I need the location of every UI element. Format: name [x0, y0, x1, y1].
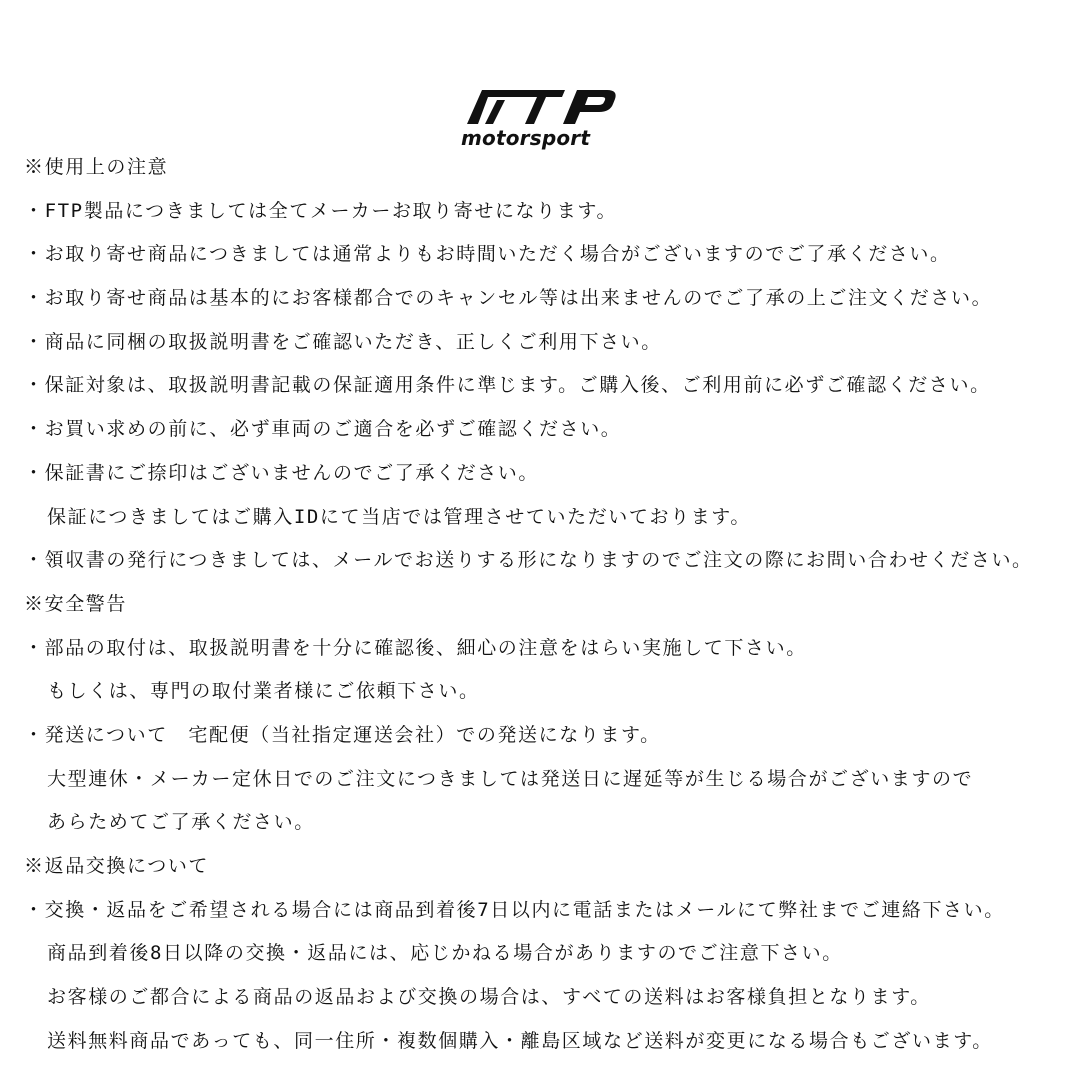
section-heading: ※使用上の注意	[24, 156, 169, 178]
notice-line: ・FTP製品につきましては全てメーカーお取り寄せになります。	[24, 199, 618, 222]
notice-line: ・領収書の発行につきましては、メールでお送りする形になりますのでご注文の際にお問い合わせください。	[24, 549, 1033, 572]
notice-continuation-line: 大型連休・メーカー定休日でのご注文につきましては発送日に遅延等が生じる場合がございますので	[47, 767, 974, 790]
notice-line: ・お取り寄せ商品につきましては通常よりもお時間いただく場合がございますのでご了承ください。	[24, 243, 951, 266]
ftp-motorsport-logo	[455, 86, 625, 152]
section-heading: ※返品交換について	[24, 855, 210, 877]
notice-continuation-line: 商品到着後8日以降の交換・返品には、応じかねる場合がありますのでご注意下さい。	[47, 942, 843, 965]
notice-line: ・発送について 宅配便（当社指定運送会社）での発送になります。	[24, 723, 661, 746]
notice-continuation-line: 送料無料商品であっても、同一住所・複数個購入・離島区域など送料が変更になる場合もございます。	[47, 1029, 993, 1052]
notice-continuation-line: あらためてご了承ください。	[47, 811, 315, 834]
notice-line: ・保証書にご捺印はございませんのでご了承ください。	[24, 461, 540, 484]
notice-line: ・保証対象は、取扱説明書記載の保証適用条件に準じます。ご購入後、ご利用前に必ずご確認ください。	[24, 374, 991, 397]
notice-line: ・商品に同梱の取扱説明書をご確認いただき、正しくご利用下さい。	[24, 330, 662, 353]
section-heading: ※安全警告	[24, 592, 128, 615]
notice-line: ・交換・返品をご希望される場合には商品到着後7日以内に電話またはメールにて弊社までご連絡下さい。	[24, 898, 1005, 921]
notice-line: ・お買い求めの前に、必ず車両のご適合を必ずご確認ください。	[24, 418, 622, 441]
notice-line: ・部品の取付は、取扱説明書を十分に確認後、細心の注意をはらい実施して下さい。	[24, 636, 807, 659]
notice-continuation-line: 保証につきましてはご購入IDにて当店では管理させていただいております。	[47, 505, 751, 528]
notice-continuation-line: もしくは、専門の取付業者様にご依頼下さい。	[47, 680, 480, 703]
notice-continuation-line: お客様のご都合による商品の返品および交換の場合は、すべての送料はお客様負担となります。	[47, 986, 931, 1009]
notice-line: ・お取り寄せ商品は基本的にお客様都合でのキャンセル等は出来ませんのでご了承の上ご注文ください。	[24, 287, 993, 310]
logo-subtitle: motorsport	[461, 126, 591, 150]
notice-text-block	[24, 146, 1074, 1063]
ftp-logo-mark	[455, 86, 625, 126]
